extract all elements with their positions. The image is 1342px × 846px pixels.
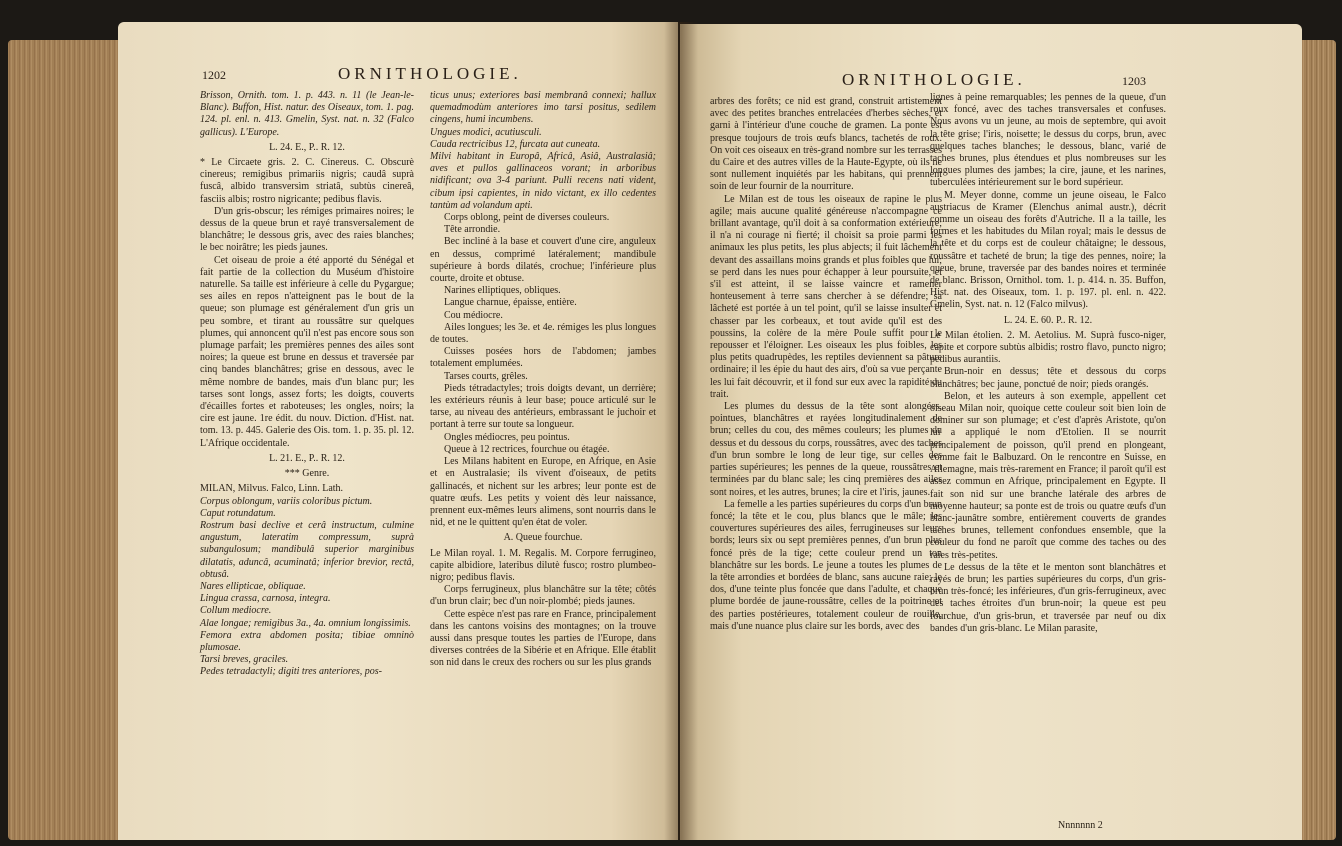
text-paragraph: Le dessus de la tête et le menton sont blanchâtres et rayés de brun; les parties supérieures du corps, d'un gris-brun très-foncé; les inférieures, d'un gris-ferrugineux, avec des taches étroites d'un brun-noir; la queue est peu fourchue, d'un gris-brun, et traversée par neuf ou dix bandes d'un gris-blanc. Le Milan parasite, [930,561,1166,634]
text-paragraph: Brun-noir en dessus; tête et dessous du corps blanchâtres; bec jaune, ponctué de noir; pieds orangés. [930,366,1166,390]
running-head: ORNITHOLOGIE. [338,64,522,83]
right-column-1 [710,96,942,818]
text-paragraph: Belon, et les auteurs à son exemple, appellent cet oiseau Milan noir, quoique cette couleur soit bien loin de dominer sur son plumage; et c'est d'après Aristote, qu'on lui a appliqué le nom d'Etolien. Il se nourrit principalement de poisson, qu'il prend en plongeant, comme fait le Balbuzard. On le rencontre en Suisse, en Allemagne, mais très-rarement en France; il paroît qu'il est assez commun en Afrique, principalement en Egypte. Il fait son nid sur une branche latérale des arbres de moyenne hauteur; sa ponte est de trois ou quatre œufs d'un blanc-jaunâtre sombre, entièrement couverts de grandes taches brunes, tellement confondues ensemble, que la couleur du fond ne paroît que comme des taches ou des raies très-petites. [930,390,1166,561]
left-page [118,22,678,840]
text-paragraph: Pedes tetradactyli; digiti tres anteriores, pos- [200,666,383,678]
text-paragraph: Nares ellipticae, obliquae. [200,580,306,592]
text-paragraph: L. 24. E. 60. P.. R. 12. [1003,314,1093,326]
text-paragraph: Caput rotundatum. [200,507,276,519]
left-column-2 [430,90,656,830]
text-paragraph: Cou médiocre. [444,309,503,321]
text-paragraph: *** Genre. [284,468,330,480]
text-paragraph: Les Milans habitent en Europe, en Afrique, en Asie et en Australasie; ils vivent d'oiseaux, de petits gallinacés, et nichent sur les arbres; leur ponte est de quatre œufs. Les petits y voient dès leur naissance, prennent eux-mêmes leurs alimens, sont nourris dans le nid, et ne le quittent qu'en état de voler. [430,456,656,529]
text-paragraph: Rostrum basi declive et cerâ instructum, culmine angustum, lateratim compressum, suprà subangulosum; mandibulâ superior marginibus dilatatis, aduncâ, acuminatâ; inferior brevior, rectâ, obtusâ. [200,519,414,580]
book-gutter [664,22,698,840]
text-paragraph: Tarses courts, grêles. [444,370,528,382]
text-paragraph: MILAN, Milvus. Falco, Linn. Lath. [200,483,344,495]
text-paragraph: D'un gris-obscur; les rémiges primaires noires; le dessus de la queue brun et rayé transversalement de blanchâtre; le dessous gris, avec des raies blanches; le bec noirâtre; les pieds jaunes. [200,205,414,254]
text-paragraph: Bec incliné à la base et couvert d'une cire, anguleux en dessus, comprimé latéralement; mandibule supérieure à bords dilatés, crochue; l'inférieure plus courte, droite et obtuse. [430,236,656,285]
right-page [680,24,1302,840]
text-paragraph: Langue charnue, épaisse, entière. [444,297,577,309]
signature-mark: Nnnnnnn 2 [1058,820,1103,831]
text-paragraph: Milvi habitant in Europâ, Africâ, Asiâ, Australasiâ; aves et pullos gallinaceos vorant; in arboribus nidificant; ova 3-4 pariunt. Pulli recens nati vident, cibum ipsi capientes, in nido victant, ex illo cedentes tantùm ad volandum apti. [430,151,656,211]
text-paragraph: Cet oiseau de proie a été apporté du Sénégal et fait partie de la collection du Muséum d'histoire naturelle. Sa taille est inférieure à celle du Pygargue; ses ailes en repos n'atteignent pas le bout de la queue; son plumage est généralement d'un gris un peu sombre, et tirant au roussâtre sur quelques plumes, qui annoncent qu'il n'est pas encore sous son plumage parfait; les premières pennes des ailes sont noires; la queue est brune en dessus et traversée par cinq bandes blanchâtres; grise en dessous, avec le même nombre de bandes, mais d'un blanc pur; les tarses sont longs, assez forts; les doigts, couverts d'écailles fortes et raboteuses; les ongles, noirs; la cire est jaune. 1re édit. du nouv. Diction. d'Hist. nat. tom. 13. p. 445. Galerie des Ois. tom. 1. p. 35. pl. 12. L'Afrique occidentale. [200,254,414,449]
text-paragraph: Cette espèce n'est pas rare en France, principalement dans les cantons voisins des montagnes; on la trouve aussi dans presque toutes les parties de l'Europe, dans diverses contrées de la Sibérie et en Afrique. Elle établit son nid dans le creux des rochers ou sur les plus grands [430,608,656,669]
text-paragraph: arbres des forêts; ce nid est grand, construit artistement avec des petites branches entrelacées d'herbes sèches, et garni à l'intérieur d'une couche de gramen. La ponte est presque toujours de trois œufs blancs, tachetés de roux. On voit ces oiseaux en très-grand nombre sur les terrasses du Caire et des autres villes de la Haute-Egypte, où ils ne sont nullement inquiétés par les habitans, qui prennent soin de leur fournir de la nourriture. [710,96,942,193]
running-head: ORNITHOLOGIE. [842,70,1026,89]
text-paragraph: Le Milan royal. 1. M. Regalis. M. Corpore ferrugineo, capite albidiore, lateribus dilutè fusco; rostro plumbeo-nigro; pedibus flavis. [430,547,656,583]
text-paragraph: Collum mediocre. [200,605,272,617]
text-paragraph: * Le Circaete gris. 2. C. Cinereus. C. Obscurè cinereus; remigibus primariis nigris; caudâ suprà fuscâ, albido transversìm striatâ, subtùs cinereâ, fasciis albis; rostro nigricante; pedibus flavis. [200,157,414,205]
text-paragraph: Tête arrondie. [444,224,501,236]
text-paragraph: Lingua crassa, carnosa, integra. [200,593,331,605]
text-paragraph: M. Meyer donne, comme un jeune oiseau, le Falco austriacus de Kramer (Elenchus animal austr.), décrit comme un oiseau des forêts d'Autriche. Il a la taille, les formes et les habitudes du Milan royal; mais le dessus de la tête et du corps est de couleur châtaigne; le dessous, roussâtre et tacheté de brun; la tige des pennes, noire; la queue, brune, traversée par des bandes noires et terminée de blanc. Brisson, Ornithol. tom. 1. p. 414. n. 35. Buffon, Hist. nat. des Oiseaux, tom. 1. p. 197. pl. enl. n. 422. Gmelin, Syst. nat. n. 12 (Falco milvus). [930,189,1166,311]
text-paragraph: Les plumes du dessus de la tête sont alongées, pointues, blanchâtres et rayées longitudinalement de brun; celles du cou, des mêmes couleurs; les plumes du dessus et du dessous du corps, roussâtres, avec des taches d'un brun sombre le long de leur tige, sur celles des parties supérieures; les pennes de la queue, roussâtres et terminées par du blanc sale; les cinq premières des ailes sont noires, et les autres, brunes; la cire et l'iris, jaunes. [710,401,942,498]
text-paragraph: Narines elliptiques, obliques. [444,285,561,297]
text-paragraph: Cauda rectricibus 12, furcata aut cuneata. [430,138,601,150]
page-edges-right [1300,40,1336,840]
text-paragraph: Femora extra abdomen posita; tibiae omninò plumosae. [200,629,414,653]
text-paragraph: Ongles médiocres, peu pointus. [444,431,570,443]
text-paragraph: A. Queue fourchue. [503,532,583,544]
text-paragraph: Le Milan étolien. 2. M. Aetolius. M. Suprà fusco-niger, capite et corpore subtùs albidis; rostro flavo, puncto nigro; pedibus aurantiis. [930,329,1166,366]
text-paragraph: Ungues modici, acutiusculi. [430,126,542,138]
page-edges-left [8,40,118,840]
text-paragraph: L. 21. E., P.. R. 12. [269,452,345,464]
text-paragraph: Tarsi breves, graciles. [200,654,289,666]
page-number: 1203 [1122,74,1146,88]
text-paragraph: Pieds tétradactyles; trois doigts devant, un derrière; les extérieurs réunis à leur base; pouce articulé sur le tarse, au niveau des antérieurs, embrassant le juchoir et portant à terre sur toute sa longueur. [430,382,656,431]
text-paragraph: Queue à 12 rectrices, fourchue ou étagée. [444,443,610,455]
text-paragraph: Corps ferrugineux, plus blanchâtre sur la tête; côtés d'un brun clair; bec d'un noir-plombé; pieds jaunes. [430,584,656,608]
left-column-1 [200,90,414,830]
text-paragraph: Corps oblong, peint de diverses couleurs. [444,212,610,224]
text-paragraph: Cuisses posées hors de l'abdomen; jambes totalement emplumées. [430,346,656,370]
text-paragraph: La femelle a les parties supérieures du corps d'un brun foncé; la tête et le cou, plus blancs que le mâle; les couvertures supérieures des ailes, ferrugineuses sur leurs bords; leurs six ou sept premières pennes, d'un brun plus foncé près de la tige; cette couleur prend un ton blanchâtre sur les bords. Le jeune a toutes les plumes de la tête arrondies et bordées de blanc, sans aucune raie; le dos, d'une teinte plus foncée que dans l'adulte, et chaque plume bordée de jaune-roussâtre, celles de la poitrine et des parties postérieures, totalement couleur de rouille, mais d'une nuance plus claire sur les bords, avec des [710,498,942,632]
text-paragraph: Brisson, Ornith. tom. 1. p. 443. n. 11 (le Jean-le-Blanc). Buffon, Hist. natur. des Oiseaux, tom. 1. pag. 124. pl. enl. n. 413. Gmelin, Syst. nat. n. 32 (Falco gallicus). L'Europe. [200,90,414,138]
text-paragraph: Alae longae; remigibus 3a., 4a. omnium longissimis. [200,617,411,629]
text-paragraph: Corpus oblongum, variis coloribus pictum. [200,495,373,507]
text-paragraph: lignes à peine remarquables; les pennes de la queue, d'un roux foncé, avec des taches transversales et confuses. Nous avons vu un jeune, au mois de septembre, qui avoit la tête grise; l'iris, noisette; le dessus du corps, brun, avec quelques taches blanches; le dessous, blanc, varié de taches brunes, plus étendues et plus nombreuses sur les longues plumes des jambes; la cire, jaune, et les narines, tuberculées intérieurement sur le bord supérieur. [930,92,1166,189]
text-paragraph: Le Milan est de tous les oiseaux de rapine le plus agile; mais aucune qualité généreuse n'accompagne ce brillant avantage, qu'il doit à sa conformation extérieure; il n'a ni courage ni fierté; il choisit sa proie parmi les animaux les plus petits, les plus abjects; il fuit lâchement devant des assaillans moins grands et plus foibles que lui; se perd dans les nues pour échapper à leur poursuite, et s'il est atteint, il se laisse vaincre et ramener honteusement à terre sans chercher à se défendre; sa lâcheté est portée à un tel point, qu'il se laisse insulter et chasser par les corbeaux, et tout avide qu'il est des poussins, la colère de la mère Poule suffit pour le repousser et l'éloigner. Les oiseaux les plus foibles, les plus petits quadrupèdes, les reptiles deviennent sa pâture ordinaire; il les épie du haut des airs, d'où sa vue perçante les lui fait découvrir, et il fond sur eux avec la rapidité du trait. [710,193,942,400]
text-paragraph: L. 24. E., P.. R. 12. [269,141,345,153]
right-column-2 [930,92,1166,818]
text-paragraph: ticus unus; exteriores basi membranâ connexi; hallux quemadmodùm anteriores imo tarsi positus, sedilem cingens, humi incumbens. [430,90,656,126]
page-number: 1202 [202,68,226,82]
text-paragraph: Ailes longues; les 3e. et 4e. rémiges les plus longues de toutes. [430,321,656,346]
